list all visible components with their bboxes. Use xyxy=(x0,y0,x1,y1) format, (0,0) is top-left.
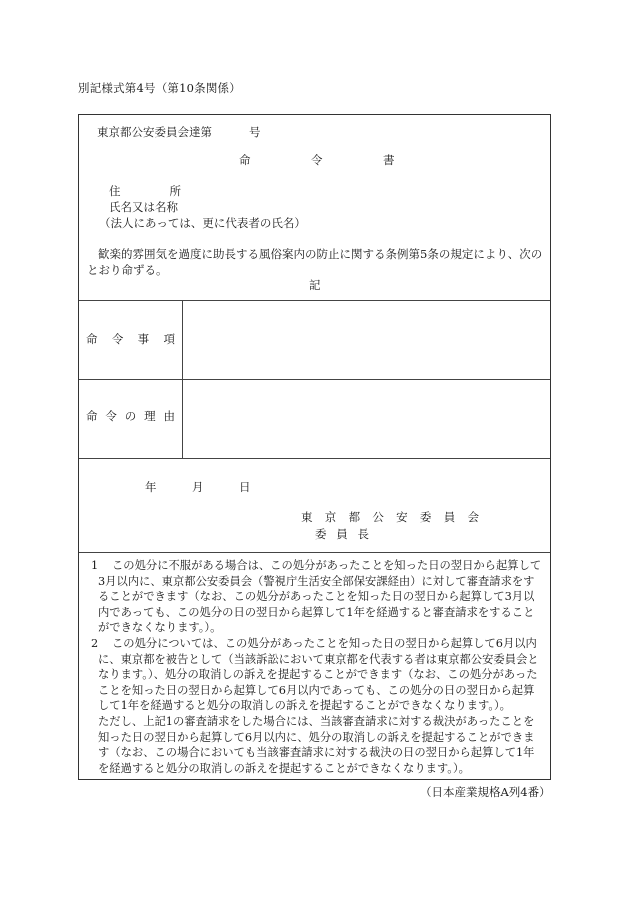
notes-section xyxy=(79,558,550,776)
divider xyxy=(79,300,550,301)
address-label: 住 所 xyxy=(109,184,181,198)
date-month: 月 xyxy=(192,480,204,494)
label-column-divider xyxy=(182,300,183,458)
divider xyxy=(79,379,550,380)
order-body-text: 歓楽的雰囲気を過度に助長する風俗案内の防止に関する条例第5条の規定により、次のとおり命ずる。 xyxy=(87,247,543,277)
order-form xyxy=(78,114,551,780)
date-day: 日 xyxy=(239,480,251,494)
paper-size-note: （日本産業規格A列4番） xyxy=(420,785,551,799)
date-year: 年 xyxy=(145,480,157,494)
divider xyxy=(79,552,550,553)
representative-label: （法人にあっては、更に代表者の氏名） xyxy=(99,216,306,230)
divider xyxy=(79,458,550,459)
note-item: 2 この処分については、この処分があったことを知った日の翌日から起算して6月以内に、東京都を被告として（当該訴訟において東京都を代表する者は東京都公安委員会となります。）、処分の取消しの訴えを提起することができます（なお、この処分があったことを知った日の翌日から起算して6月以内であっても、この処分の日の翌日から起算して1年を経過すると処分の取消しの訴えを提起することができなくなります。）。 ただし、上記1の審査請求をした場合には、当該審査請求に対する裁決があったことを知った日の翌日から起算して6月以内に、処分の取消しの訴えを提起することができます（なお、この場合においても当該審査請求に対する裁決の日の翌日から起算して1年を経過すると処分の取消しの訴えを提起することができなくなります。）。 xyxy=(91,636,539,775)
issuer-chair: 委 員 長 xyxy=(315,527,369,541)
title-char-1: 命 xyxy=(239,153,251,167)
note-item: 1 この処分に不服がある場合は、この処分があったことを知った日の翌日から起算して3月以内に、東京都公安委員会（警視庁生活安全部保安課経由）に対して審査請求をすることができます（なお、この処分があったことを知った日の翌日から起算して3月以内であっても、この処分の日の翌日から起算して1年を経過すると審査請求をすることができなくなります。）。 xyxy=(91,559,542,635)
title-char-2: 令 xyxy=(311,153,323,167)
document-number-label: 東京都公安委員会達第 xyxy=(97,125,212,139)
issuer-committee: 東 京 都 公 安 委 員 会 xyxy=(301,510,479,524)
order-reason-label: 命 令 の 理 由 xyxy=(86,409,175,423)
title-char-3: 書 xyxy=(383,153,395,167)
order-items-label: 命 令 事 項 xyxy=(86,332,175,346)
document-number-suffix: 号 xyxy=(249,125,261,139)
name-label: 氏名又は名称 xyxy=(109,200,178,214)
ki-marker: 記 xyxy=(309,278,321,292)
form-caption: 別記様式第4号（第10条関係） xyxy=(78,81,241,95)
